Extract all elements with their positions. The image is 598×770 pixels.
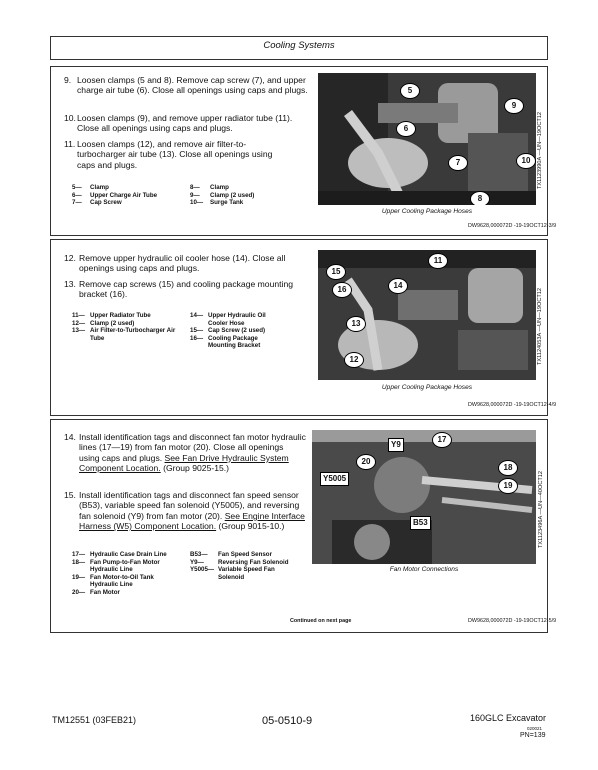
legend-num: B53— [190, 551, 208, 558]
figure-id: TX1124053A —UN—19OCT12 [537, 287, 543, 365]
footer-page-number: PN=139 [520, 732, 546, 739]
step-number: 13. [64, 279, 76, 289]
legend-left [72, 184, 192, 207]
engine-photo-art [318, 73, 536, 205]
callout-13: 13 [346, 316, 366, 332]
step-number: 14. [64, 432, 76, 442]
callout-15: 15 [326, 264, 346, 280]
step-text-group: (Group 9015-10.) [216, 521, 285, 532]
engine-interface-harness-link[interactable]: See Engine Interface Harness (W5) Component Location. [79, 510, 305, 532]
step-text: Loosen clamps (12), and remove air filter-to-turbocharger air tube (13). Close all openings using caps and plugs. [77, 139, 273, 170]
step-12 [64, 253, 304, 274]
legend-label: Reversing Fan Solenoid [218, 558, 289, 566]
fan-motor-photo [312, 430, 536, 564]
section-left-rule [50, 240, 51, 415]
callout-20: 20 [356, 454, 376, 470]
legend-left [72, 551, 192, 597]
callout-6: 6 [396, 121, 416, 137]
section-left-rule [50, 420, 51, 632]
tag-y9: Y9 [388, 438, 404, 452]
callout-11: 11 [428, 253, 448, 269]
continued-note: Continued on next page [290, 618, 352, 624]
step-text [64, 490, 306, 532]
legend-num: 17— [72, 551, 86, 558]
engine-photo [318, 73, 536, 205]
legend-label: Hydraulic Case Drain Line [90, 551, 167, 558]
callout-8: 8 [470, 191, 490, 205]
legend-left [72, 312, 192, 342]
step-text-main: Install identification tags and disconnect fan speed sensor (B53), variable speed fan solenoid (Y5005), and reversing fan solenoid (Y9) from fan motor (20). [79, 490, 300, 521]
legend-num: 5— [72, 184, 82, 191]
legend-label: Clamp (2 used) [210, 191, 255, 199]
legend-num: 7— [72, 199, 82, 207]
section-steps-12-13 [50, 239, 557, 416]
legend-num: 14— [190, 312, 204, 319]
callout-16: 16 [332, 282, 352, 298]
engine-photo [318, 250, 536, 380]
legend-label: Fan Speed Sensor [218, 551, 272, 558]
figure-caption: Fan Motor Connections [389, 566, 459, 573]
legend-label: Upper Hydraulic Oil Cooler Hose [208, 312, 266, 327]
legend-label: Fan Pump-to-Fan Motor Hydraulic Line [90, 558, 160, 574]
section-steps-14-15 [50, 419, 557, 633]
step-text-group: (Group 9025-15.) [160, 463, 230, 474]
legend-num: 9— [190, 191, 200, 199]
legend-num: 6— [72, 191, 82, 199]
callout-9: 9 [504, 98, 524, 114]
legend-label: Clamp (2 used) [90, 319, 135, 327]
tag-y5005: Y5005 [320, 472, 349, 486]
step-text: Loosen clamps (5 and 8). Remove cap screw (7), and upper charge air tube (6). Close all openings using caps and plugs. [77, 75, 308, 96]
footer-model: 160GLC Excavator [470, 713, 547, 723]
legend-right [190, 312, 300, 350]
step-text: Remove upper hydraulic oil cooler hose (14). Close all openings using caps and plugs. [79, 253, 286, 274]
section-right-rule [547, 240, 548, 415]
legend-num: 16— [190, 334, 204, 342]
legend-right [190, 551, 310, 581]
legend-num: 12— [72, 319, 86, 327]
section-right-rule [547, 67, 548, 235]
step-number: 15. [64, 490, 76, 500]
step-text: Remove cap screws (15) and cooling package mounting bracket (16). [79, 279, 294, 300]
callout-19: 19 [498, 478, 518, 494]
legend-label: Cap Screw [90, 199, 122, 207]
section-right-rule [547, 420, 548, 632]
callout-5: 5 [400, 83, 420, 99]
step-number: 9. [64, 75, 72, 85]
figure-caption: Upper Cooling Package Hoses [381, 208, 473, 215]
legend-label: Upper Charge Air Tube [90, 191, 158, 199]
step-text [64, 432, 306, 474]
fan-drive-location-link[interactable]: See Fan Drive Hydraulic System Component Location. [79, 452, 289, 474]
legend-label: Air Filter-to-Turbocharger Air Tube [90, 327, 176, 342]
legend-num: 10— [190, 199, 204, 207]
legend-label: Clamp [210, 184, 229, 191]
step-14 [64, 432, 306, 474]
callout-17: 17 [432, 432, 452, 448]
legend-num: 13— [72, 327, 86, 335]
tag-b53: B53 [410, 516, 431, 530]
step-number: 12. [64, 253, 76, 263]
header-rule-top [50, 36, 548, 37]
step-text: Loosen clamps (9), and remove upper radiator tube (11). Close all openings using caps and plugs. [77, 113, 293, 134]
legend-label: Cap Screw (2 used) [208, 327, 266, 335]
legend-label: Fan Motor-to-Oil Tank Hydraulic Line [90, 573, 154, 589]
fan-motor-photo-art [312, 430, 536, 564]
callout-14: 14 [388, 278, 408, 294]
step-text-main: Install identification tags and disconnect fan motor hydraulic lines (17—19) from fan motor (20). Close all openings using caps and plugs. [79, 432, 306, 463]
footer-page-ref: 05-0510-9 [262, 715, 313, 727]
callout-7: 7 [448, 155, 468, 171]
legend-label: Cooling Package Mounting Bracket [208, 334, 261, 350]
legend-label: Clamp [90, 184, 109, 191]
footer-small-code: 020021 [527, 726, 543, 731]
callout-18: 18 [498, 460, 518, 476]
step-13 [64, 279, 304, 300]
legend-num: 11— [72, 312, 85, 319]
header-rule-bottom [50, 59, 548, 60]
step-11 [64, 139, 274, 170]
callout-12: 12 [344, 352, 364, 368]
step-10 [64, 113, 316, 134]
footer-manual-id: TM12551 (03FEB21) [52, 715, 137, 725]
legend-num: 19— [72, 573, 86, 581]
doc-code: DW9628,000072D -19-19OCT12-5/9 [468, 618, 557, 624]
page-header-title: Cooling Systems [263, 40, 335, 51]
step-number: 10. [64, 113, 76, 123]
step-15 [64, 490, 306, 532]
legend-right [190, 184, 300, 207]
callout-10: 10 [516, 153, 536, 169]
doc-code: DW9628,000072D -19-19OCT12-4/9 [468, 402, 557, 408]
legend-num: 15— [190, 327, 204, 335]
doc-code: DW9628,000072D -19-19OCT12-3/9 [468, 223, 557, 229]
legend-label: Surge Tank [210, 199, 244, 207]
figure-id: TX1123496A —UN—40OCT12 [538, 470, 544, 548]
legend-label: Variable Speed Fan Solenoid [218, 566, 275, 581]
legend-label: Upper Radiator Tube [90, 312, 151, 319]
legend-num: Y9— [190, 558, 204, 566]
step-number: 11. [64, 139, 76, 149]
legend-num: 20— [72, 588, 86, 596]
legend-label: Fan Motor [90, 588, 120, 596]
legend-num: 8— [190, 184, 200, 191]
legend-num: 18— [72, 558, 86, 566]
legend-num: Y5005— [190, 566, 215, 574]
step-9 [64, 75, 316, 96]
figure-id: TX1123990A —UN—19OCT12 [537, 111, 543, 189]
figure-caption: Upper Cooling Package Hoses [381, 384, 473, 391]
section-left-rule [50, 67, 51, 235]
section-steps-9-11 [50, 66, 557, 236]
